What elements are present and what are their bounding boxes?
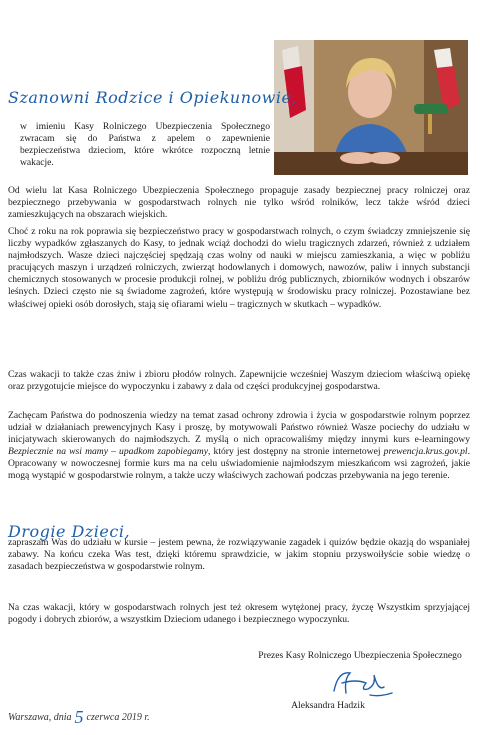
course-url: prewencja.krus.gov.pl — [383, 446, 468, 458]
date-day: 5 — [74, 707, 84, 727]
handwritten-signature — [320, 665, 400, 701]
paragraph-3: Czas wakacji to także czas żniw i zbioru płodów rolnych. Zapewnijcie wcześniej Waszym dzieciom właściwą opiekę oraz przygotujcie miejsce do wypoczynku i zabawy z dala od części produkcyjnej gospodarstwa. — [8, 369, 470, 393]
paragraph-2: Choć z roku na rok poprawia się bezpieczeństwo pracy w gospodarstwach rolnych, o czym świadczy zmniejszenie się liczby wypadków zgłaszanych do Kasy, to jednak wciąż dochodzi do wielu tragicznych zdarzeń, również z udziałem najmłodszych. Wasze dzieci najczęściej spędzają czas wolny od nauki w miejscu zamieszkania, a więc w pobliżu pracujących maszyn i urządzeń rolniczych, zwierząt hodowlanych i domowych, nawozów, paliw i innych substancji chemicznych stosowanych w procesie produkcji rolnej, w pobliżu dróg publicznych, zbiorników wodnych i obszarów leśnych. Dzieci często nie są świadome zagrożeń, które występują w środowisku pracy rolniczej. Pozostawiane bez właściwej opieki osób dorosłych, stają się ofiarami wielu – tragicznych w skutkach – wypadków. — [8, 226, 470, 310]
greeting-children: Drogie Dzieci, — [8, 522, 131, 541]
paragraph-1: Od wielu lat Kasa Rolniczego Ubezpieczenia Społecznego propaguje zasady bezpiecznej pracy rolniczej oraz bezpiecznego przebywania w gospodarstwach rolnych nie tylko wśród rolników, lecz także wśród dzieci zamieszkujących na obszarach wiejskich. — [8, 185, 470, 221]
paragraph-4-text-c: . Opracowany w nowoczesnej formie kurs ma na celu uświadomienie najmłodszym mieszkańcom wsi zagrożeń, jakie mogą wystąpić w gospodarstwie rolnym, a także uczy właściwych zachowań podczas przebywania na jego terenie. — [8, 446, 470, 482]
portrait-photo — [274, 40, 468, 175]
greeting-parents: Szanowni Rodzice i Opiekunowie, — [8, 88, 298, 107]
signature-block — [240, 650, 480, 701]
place-date — [8, 707, 150, 728]
paragraph-4-text-a: Zachęcam Państwa do podnoszenia wiedzy na temat zasad ochrony zdrowia i życia w gospodarstwie rolnym poprzez udział w działaniach prewencyjnych Kasy i proszę, by motywowali Państwo również Wasze pociechy do udziału w inicjatywach skierowanych do najmłodszych. Z myślą o nich opracowaliśmy między innymi kurs e-learningowy — [8, 410, 470, 446]
paragraph-6: Na czas wakacji, który w gospodarstwach rolnych jest też okresem wytężonej pracy, życzę Wszystkim sprzyjającej pogody i dobrych zbiorów, a wszystkim Dzieciom udanego i bezpiecznego wypoczynku. — [8, 602, 470, 626]
signer-role: Prezes Kasy Rolniczego Ubezpieczenia Społecznego — [258, 650, 462, 661]
place-label: Warszawa, dnia — [8, 712, 72, 723]
paragraph-5: zapraszam Was do udziału w kursie – jestem pewna, że rozwiązywanie zagadek i quizów będzie okazją do wspaniałej zabawy. Na końcu czeka Was test, dzięki któremu sprawdzicie, w jakim stopniu przyswoiłyście sobie wiedzę o zasadach bezpieczeństwa w gospodarstwie rolnym. — [8, 537, 470, 573]
course-title: Bezpiecznie na wsi mamy – upadkom zapobiegamy — [8, 446, 208, 458]
intro-paragraph: w imieniu Kasy Rolniczego Ubezpieczenia Społecznego zwracam się do Państwa z apelem o zapewnienie bezpieczeństwa dzieciom, które wkrótce rozpoczną letnie wakacje. — [20, 121, 270, 169]
paragraph-4 — [8, 410, 470, 483]
signer-name: Aleksandra Hadzik — [291, 700, 365, 711]
paragraph-4-text-b: , który jest dostępny na stronie internetowej — [207, 446, 384, 458]
date-month-year: czerwca 2019 r. — [86, 712, 150, 723]
